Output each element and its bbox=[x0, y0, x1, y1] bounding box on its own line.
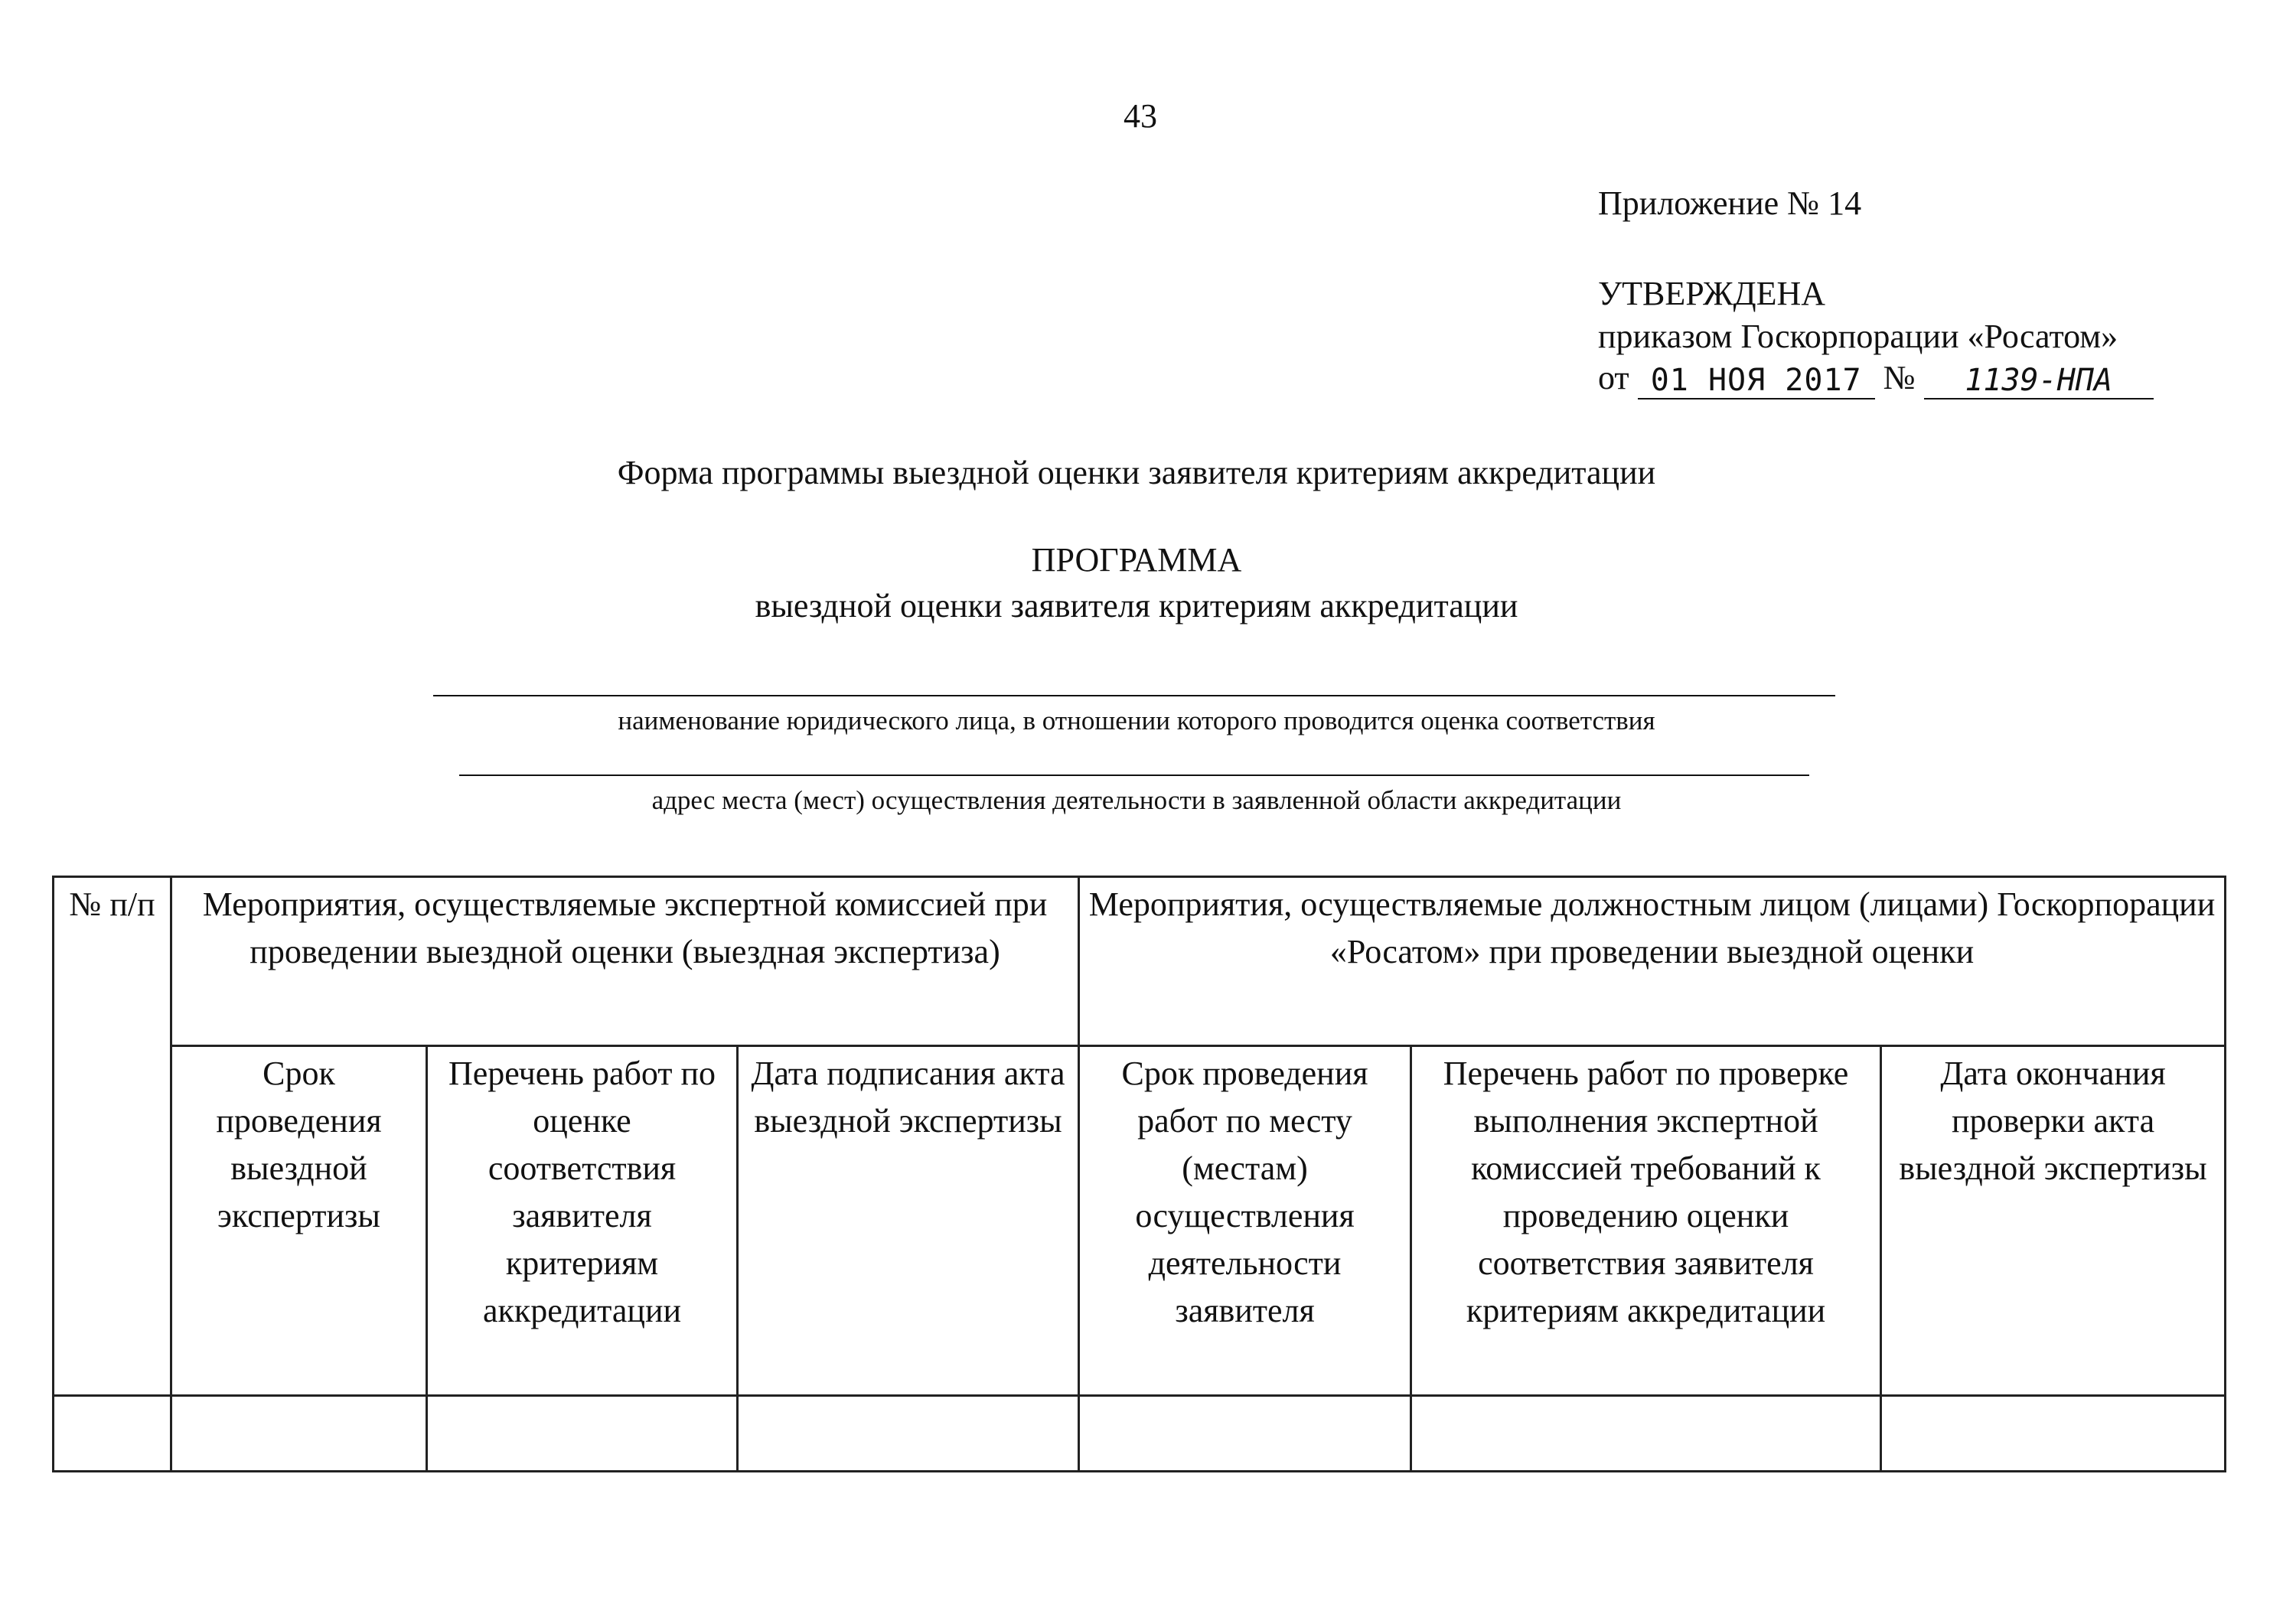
order-date-line bbox=[1598, 358, 2154, 404]
table-cell[interactable] bbox=[1079, 1396, 1411, 1472]
table-row bbox=[54, 1396, 2226, 1472]
table-cell[interactable] bbox=[1881, 1396, 2226, 1472]
group-header-official: Мероприятия, осуществляемые должностным лицом (лицами) Госкорпорации «Росатом» при проведении выездной оценки bbox=[1079, 877, 2226, 1046]
column-header-number: № п/п bbox=[54, 877, 171, 1396]
group-header-row bbox=[54, 877, 2226, 1046]
order-issuer: приказом Госкорпорации «Росатом» bbox=[1598, 318, 2118, 355]
date-prefix: от bbox=[1598, 359, 1629, 396]
order-date-value: 01 НОЯ 2017 bbox=[1638, 363, 1875, 399]
legal-entity-caption: наименование юридического лица, в отношении которого проводится оценка соответствия bbox=[618, 706, 1655, 735]
program-title: ПРОГРАММА bbox=[1031, 541, 1242, 579]
table-cell[interactable] bbox=[54, 1396, 171, 1472]
table-cell[interactable] bbox=[171, 1396, 427, 1472]
order-number-value: 1139-НПА bbox=[1924, 363, 2154, 399]
approval-stamp-title: УТВЕРЖДЕНА bbox=[1598, 275, 1826, 312]
column-header-site-works-period: Срок проведения работ по месту (местам) осуществления деятельности заявителя bbox=[1079, 1046, 1411, 1396]
number-prefix: № bbox=[1883, 359, 1916, 396]
table-cell[interactable] bbox=[427, 1396, 738, 1472]
column-header-act-signing-date: Дата подписания акта выездной экспертизы bbox=[738, 1046, 1079, 1396]
table-cell[interactable] bbox=[1411, 1396, 1881, 1472]
group-header-expert-commission: Мероприятия, осуществляемые экспертной комиссией при проведении выездной оценки (выездная экспертиза) bbox=[171, 877, 1079, 1046]
column-header-act-check-end-date: Дата окончания проверки акта выездной экспертизы bbox=[1881, 1046, 2226, 1396]
column-header-assessment-works: Перечень работ по оценке соответствия заявителя критериям аккредитации bbox=[427, 1046, 738, 1396]
column-header-verification-works: Перечень работ по проверке выполнения экспертной комиссией требований к проведению оценки соответствия заявителя критериям аккредитации bbox=[1411, 1046, 1881, 1396]
column-header-expertise-period: Срок проведения выездной экспертизы bbox=[171, 1046, 427, 1396]
program-subtitle: выездной оценки заявителя критериям аккредитации bbox=[755, 587, 1518, 624]
program-table bbox=[52, 876, 2226, 1472]
table-cell[interactable] bbox=[738, 1396, 1079, 1472]
form-title: Форма программы выездной оценки заявителя критериям аккредитации bbox=[617, 454, 1656, 491]
legal-entity-fill-line bbox=[433, 695, 1835, 696]
page-number: 43 bbox=[1124, 97, 1157, 135]
address-caption: адрес места (мест) осуществления деятельности в заявленной области аккредитации bbox=[651, 785, 1622, 815]
sub-header-row bbox=[54, 1046, 2226, 1396]
address-fill-line bbox=[459, 774, 1809, 776]
appendix-label: Приложение № 14 bbox=[1598, 184, 1862, 222]
